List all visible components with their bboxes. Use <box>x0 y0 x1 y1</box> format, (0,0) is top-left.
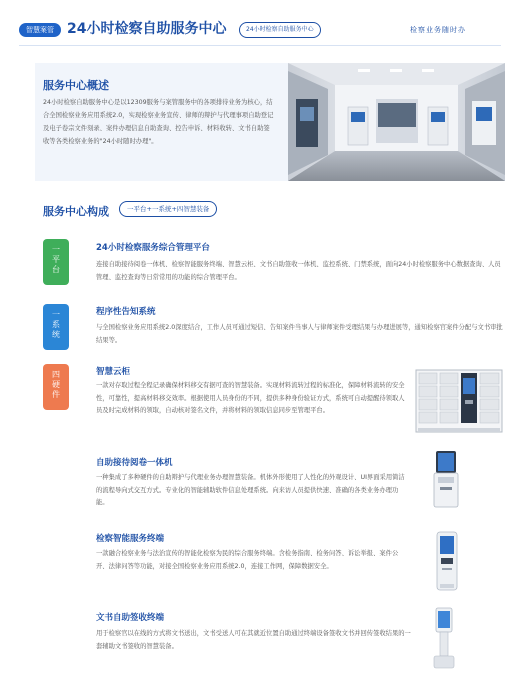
reading-machine-image <box>432 449 460 513</box>
item-title-service-terminal: 检察智能服务终端 <box>96 534 165 544</box>
badge-system <box>43 304 69 350</box>
header-pill: 24小时检察自助服务中心 <box>239 22 321 38</box>
overview-text: 24小时检察自助服务中心是以12309服务与案管服务中的各项排待业务为核心，结合全国检察业务应用系统2.0，实现检察业务宣传、律师的辩护与代理事项自助登记及电子卷宗文件刻录、案件办理信息自助查询、控告申诉、材料收转、文书自助签收等各类检察业务的"24小时随时办理"。 <box>43 99 274 145</box>
badge-hardware <box>43 364 69 410</box>
page-title: 24小时检察自助服务中心 <box>67 21 227 37</box>
badge-char: 一 <box>52 310 60 319</box>
badge-char: 一 <box>52 245 60 254</box>
badge-char: 台 <box>52 265 60 274</box>
composition-pill: 一平台+一系统+四智慧装备 <box>119 201 217 217</box>
item-text-service-terminal: 一款融合检察业务与法治宣传的智能化检察为民的综合服务终端。含检务指南、检务问答、诉讼举报、案件公开、法律问答等功能，对接全国检察业务应用系统2.0，连接工作网，保障数据安全。 <box>96 550 399 570</box>
item-title-platform: 24小时检察服务综合管理平台 <box>96 243 210 253</box>
item-text-platform: 连接自助接待阅卷一体机、检察智能服务终端、智慧云柜、文书自助签收一体机、监控系统、门禁系统，面向24小时检察服务中心数据查询、人员管理、监控查询等日常常用的功能的综合管理平台。 <box>96 261 501 281</box>
sign-terminal-image <box>431 606 457 674</box>
item-title-reading-machine: 自助接待阅卷一体机 <box>96 458 173 468</box>
badge-char: 硬 <box>52 380 60 389</box>
header-tag: 智慧案管 <box>19 23 61 37</box>
item-text-cloud-cabinet: 一款对存取过程全程记录确保材料移交有据可查的智慧装备。实现材料流转过程的标准化，保障材料流转的安全性，可靠性，提高材料移交效率。根据使用人员身份的不同，提供多种身份验证方式，系统可自动提醒待领取人员及时完成材料的领取，自动核对签名文件，并将材料的领取信息同步至管理平台。 <box>96 382 405 414</box>
badge-platform <box>43 239 69 285</box>
service-center-photo <box>288 63 505 181</box>
badge-char: 四 <box>52 370 60 379</box>
item-text-notify-system: 与全国检察业务应用系统2.0深度结合，工作人员可通过短信、告知案件当事人与律师案件受理结果与办理进展等，通知检察官案件分配与文书审批结果等。 <box>96 324 503 344</box>
service-terminal-image <box>434 530 460 596</box>
header-slogan: 检察业务随时办 <box>410 26 466 34</box>
badge-char: 统 <box>52 330 60 339</box>
item-title-cloud-cabinet: 智慧云柜 <box>96 367 131 377</box>
header-divider <box>19 45 501 46</box>
item-text-reading-machine: 一种集成了多种硬件的自助辩护与代理业务办理智慧装备。机体外形使用了人性化的外观设计、UI界面采用简洁的流程导向式交互方式。专业化的智能辅助软件信息处理系统。向来访人员提供快速、准确的各类业务办理功能。 <box>96 474 405 506</box>
badge-char: 系 <box>52 320 60 329</box>
badge-char: 件 <box>52 390 60 399</box>
overview-title: 服务中心概述 <box>43 79 109 92</box>
item-text-sign-terminal: 用于检察官以在线的方式将文书送出，文书受送人可在其就近位置自助通过终端设备签收文书并回传签收结果的一套辅助文书签收的智慧装备。 <box>96 630 411 650</box>
badge-char: 平 <box>52 255 60 264</box>
item-title-sign-terminal: 文书自助签收终端 <box>96 613 165 623</box>
composition-title: 服务中心构成 <box>43 205 109 218</box>
item-title-notify-system: 程序性告知系统 <box>96 307 156 317</box>
cloud-cabinet-image <box>414 366 506 442</box>
